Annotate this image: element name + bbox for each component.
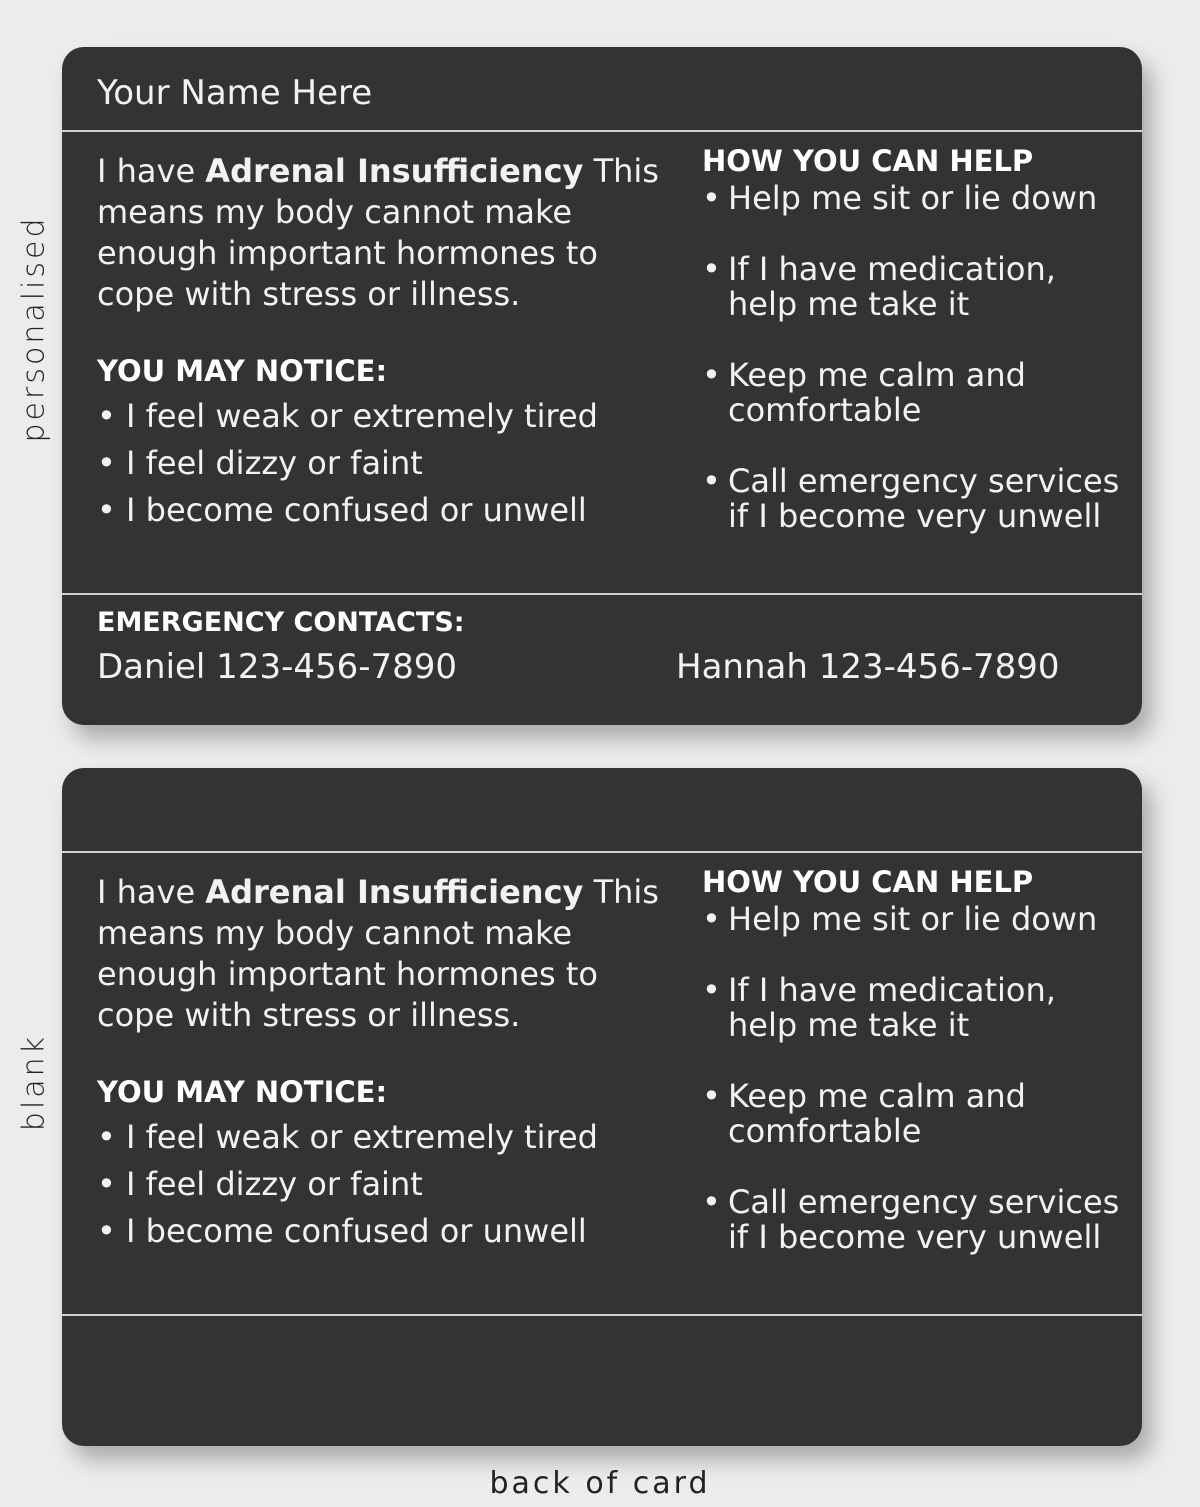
help-item: • Keep me calm and comfortable [702,1079,1122,1149]
help-list [702,181,1122,534]
notice-title: YOU MAY NOTICE: [97,354,388,388]
divider-bottom [62,593,1142,595]
divider-top [62,130,1142,132]
emergency-contact-2: Hannah 123-456-7890 [676,647,1060,687]
intro-body: This means my body cannot make enough important hormones to cope with stress or illness. [97,152,659,313]
notice-list [97,1114,667,1255]
help-item: • Call emergency services if I become very unwell [702,464,1122,534]
notice-item: • I feel weak or extremely tired [97,1118,598,1156]
notice-item: • I become confused or unwell [97,1212,587,1250]
divider-bottom [62,1314,1142,1316]
blank-card [62,768,1142,1446]
condition-name: Adrenal Insufficiency [205,152,584,190]
blank-label: blank [16,1033,52,1132]
emergency-contact-1: Daniel 123-456-7890 [97,647,458,687]
notice-item: • I become confused or unwell [97,491,587,529]
help-item: • If I have medication, help me take it [702,252,1122,322]
personalised-card [62,47,1142,725]
help-list [702,902,1122,1255]
help-title: HOW YOU CAN HELP [702,144,1034,178]
name-bar-blank [62,768,1142,852]
name-bar [62,47,1142,131]
personalised-label: personalised [16,215,52,443]
notice-item: • I feel weak or extremely tired [97,397,598,435]
notice-item: • I feel dizzy or faint [97,444,423,482]
notice-item: • I feel dizzy or faint [97,1165,423,1203]
help-column [702,864,1122,1291]
card-name: Your Name Here [97,73,373,113]
intro-body: This means my body cannot make enough important hormones to cope with stress or illness. [97,873,659,1034]
intro-prefix: I have [97,873,206,911]
help-item: • If I have medication, help me take it [702,973,1122,1043]
help-item: • Call emergency services if I become very unwell [702,1185,1122,1255]
info-column [97,151,667,534]
intro-text [97,872,667,1036]
intro-prefix: I have [97,152,206,190]
info-column [97,872,667,1255]
notice-list [97,393,667,534]
help-item: • Keep me calm and comfortable [702,358,1122,428]
back-of-card-label: back of card [489,1466,711,1501]
help-item: • Help me sit or lie down [702,181,1122,216]
help-title: HOW YOU CAN HELP [702,865,1034,899]
help-item: • Help me sit or lie down [702,902,1122,937]
condition-name: Adrenal Insufficiency [205,873,584,911]
contacts-title: EMERGENCY CONTACTS: [97,607,465,638]
divider-top [62,851,1142,853]
notice-title: YOU MAY NOTICE: [97,1075,388,1109]
help-column [702,143,1122,570]
intro-text [97,151,667,315]
